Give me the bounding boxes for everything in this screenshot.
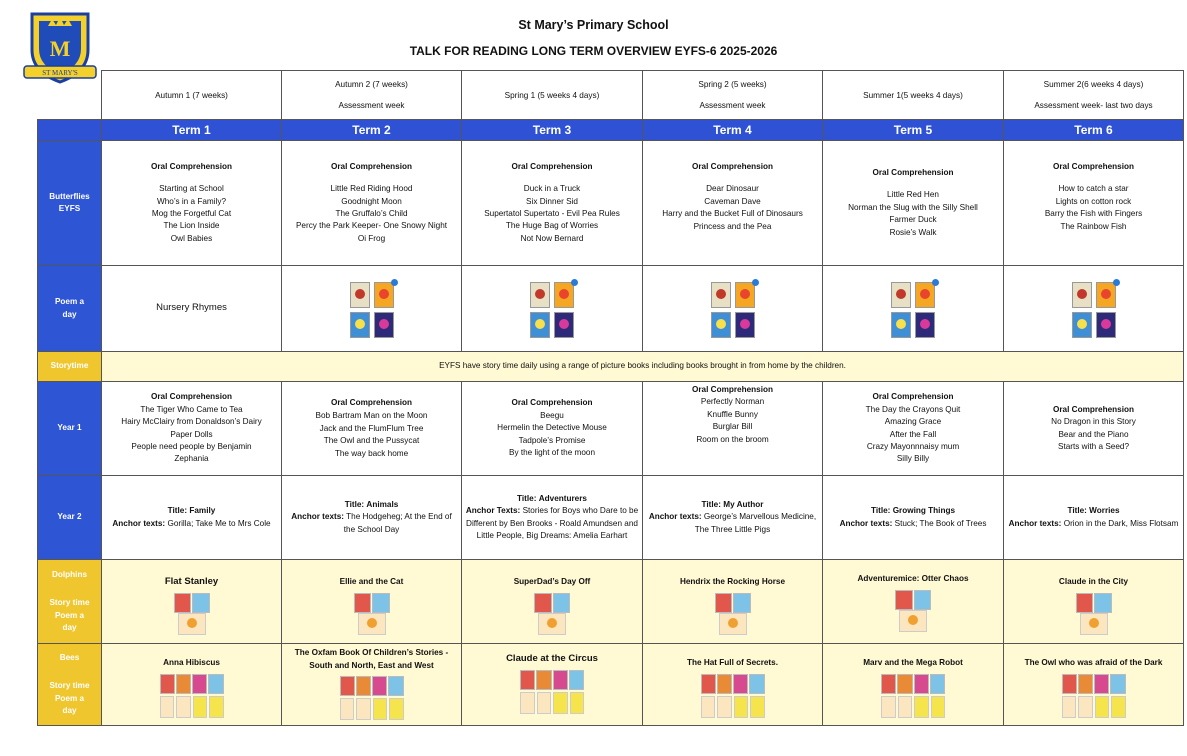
term-header: Term 1: [102, 120, 282, 141]
period-cell: Autumn 2 (7 weeks) Assessment week: [282, 71, 462, 120]
period-cell: Summer 2(6 weeks 4 days) Assessment week- last two days: [1004, 71, 1184, 120]
poem-books-image: [1072, 282, 1116, 338]
row-butterflies: [38, 141, 1184, 266]
book-cover-image: [715, 593, 751, 635]
butterflies-cell: Oral Comprehension Little Red Riding Hood Goodnight Moon The Gruffalo’s Child Percy the Park Keeper- One Snowy Night Oi Frog: [282, 141, 462, 266]
book-cover-image: [520, 670, 584, 714]
row-bees: [38, 644, 1184, 726]
year1-cell: Oral Comprehension No Dragon in this Story Bear and the Piano Starts with a Seed?: [1004, 382, 1184, 476]
bees-cell: The Owl who was afraid of the Dark: [1004, 644, 1184, 726]
poem-cell: [823, 266, 1004, 352]
row-poem: [38, 266, 1184, 352]
bees-cell: Claude at the Circus: [462, 644, 643, 726]
book-cover-image: [881, 674, 945, 718]
row-year1: [38, 382, 1184, 476]
book-cover-image: [1076, 593, 1112, 635]
corner-cell: [38, 71, 102, 120]
poem-cell: [462, 266, 643, 352]
row-label-dolphins: Dolphins Story time Poem a day: [38, 560, 102, 644]
document-title: TALK FOR READING LONG TERM OVERVIEW EYFS-6 2025-2026: [409, 44, 778, 58]
book-cover-image: [1062, 674, 1126, 718]
period-cell: Spring 2 (5 weeks) Assessment week: [643, 71, 823, 120]
row-storytime: [38, 352, 1184, 382]
bees-cell: The Oxfam Book Of Children’s Stories - South and North, East and West: [282, 644, 462, 726]
svg-text:ST MARY'S: ST MARY'S: [42, 69, 78, 77]
period-cell: Summer 1(5 weeks 4 days): [823, 71, 1004, 120]
year2-cell: Title: Animals Anchor texts: The Hodgeheg; At the End of the School Day: [282, 476, 462, 560]
svg-text:M: M: [49, 36, 71, 61]
dolphins-cell: Hendrix the Rocking Horse: [643, 560, 823, 644]
row-label-year2: Year 2: [38, 476, 102, 560]
butterflies-cell: Oral Comprehension Dear Dinosaur Caveman Dave Harry and the Bucket Full of Dinosaurs Princess and the Pea: [643, 141, 823, 266]
period-cell: Autumn 1 (7 weeks): [102, 71, 282, 120]
book-cover-image: [174, 593, 210, 635]
dolphins-cell: SuperDad’s Day Off: [462, 560, 643, 644]
term-header: Term 2: [282, 120, 462, 141]
bees-cell: Anna Hibiscus: [102, 644, 282, 726]
dolphins-cell: Flat Stanley: [102, 560, 282, 644]
year1-cell: Oral Comprehension The Tiger Who Came to Tea Hairy McClairy from Donaldson’s Dairy Paper Dolls People need people by Benjamin Zephania: [102, 382, 282, 476]
year1-cell: Oral Comprehension Beegu Hermelin the Detective Mouse Tadpole’s Promise By the light of the moon: [462, 382, 643, 476]
row-label-butterflies: Butterflies EYFS: [38, 141, 102, 266]
year2-cell: Title: Worries Anchor texts: Orion in the Dark, Miss Flotsam: [1004, 476, 1184, 560]
row-year2: [38, 476, 1184, 560]
poem-cell: [643, 266, 823, 352]
year1-cell: Oral Comprehension Bob Bartram Man on the Moon Jack and the FlumFlum Tree The Owl and the Pussycat The way back home: [282, 382, 462, 476]
butterflies-cell: Oral Comprehension Little Red Hen Norman the Slug with the Silly Shell Farmer Duck Rosie’s Walk: [823, 141, 1004, 266]
row-label-bees: Bees Story time Poem a day: [38, 644, 102, 726]
terms-row: [38, 120, 1184, 141]
term-corner: [38, 120, 102, 141]
periods-row: [38, 71, 1184, 120]
term-header: Term 4: [643, 120, 823, 141]
year2-cell: Title: My Author Anchor texts: George’s Marvellous Medicine, The Three Little Pigs: [643, 476, 823, 560]
term-header: Term 3: [462, 120, 643, 141]
butterflies-cell: Oral Comprehension Starting at School Who’s in a Family? Mog the Forgetful Cat The Lion Inside Owl Babies: [102, 141, 282, 266]
period-cell: Spring 1 (5 weeks 4 days): [462, 71, 643, 120]
poem-cell: [1004, 266, 1184, 352]
year1-cell: Oral Comprehension The Day the Crayons Quit Amazing Grace After the Fall Crazy Mayonnnaisy mum Silly Billy: [823, 382, 1004, 476]
poem-books-image: [350, 282, 394, 338]
row-dolphins: [38, 560, 1184, 644]
dolphins-cell: Ellie and the Cat: [282, 560, 462, 644]
poem-cell-text: Nursery Rhymes: [102, 266, 282, 352]
book-cover-image: [340, 676, 404, 720]
bees-cell: The Hat Full of Secrets.: [643, 644, 823, 726]
term-header: Term 5: [823, 120, 1004, 141]
year2-cell: Title: Family Anchor texts: Gorilla; Take Me to Mrs Cole: [102, 476, 282, 560]
book-cover-image: [160, 674, 224, 718]
term-header: Term 6: [1004, 120, 1184, 141]
book-cover-image: [895, 590, 931, 632]
dolphins-cell: Adventuremice: Otter Chaos: [823, 560, 1004, 644]
book-cover-image: [701, 674, 765, 718]
butterflies-cell: Oral Comprehension How to catch a star Lights on cotton rock Barry the Fish with Fingers The Rainbow Fish: [1004, 141, 1184, 266]
row-label-storytime: Storytime: [38, 352, 102, 382]
poem-books-image: [891, 282, 935, 338]
row-label-poem: Poem a day: [38, 266, 102, 352]
dolphins-cell: Claude in the City: [1004, 560, 1184, 644]
poem-books-image: [530, 282, 574, 338]
poem-cell: [282, 266, 462, 352]
year2-cell: Title: Growing Things Anchor texts: Stuck; The Book of Trees: [823, 476, 1004, 560]
bees-cell: Marv and the Mega Robot: [823, 644, 1004, 726]
butterflies-cell: Oral Comprehension Duck in a Truck Six Dinner Sid Supertatol Supertato - Evil Pea Rules The Huge Bag of Worries Not Now Bernard: [462, 141, 643, 266]
year1-cell: Oral Comprehension Perfectly Norman Knuffle Bunny Burglar Bill Room on the broom: [643, 382, 823, 476]
row-label-year1: Year 1: [38, 382, 102, 476]
overview-table: [37, 70, 1184, 726]
school-name: St Mary’s Primary School: [518, 18, 669, 32]
storytime-text: EYFS have story time daily using a range of picture books including books brought in from home by the children.: [102, 352, 1184, 382]
poem-books-image: [711, 282, 755, 338]
year2-cell: Title: Adventurers Anchor Texts: Stories for Boys who Dare to be Different by Ben Brooks - Roald Amundsen and Little People, Big Dreams: Amelia Earhart: [462, 476, 643, 560]
book-cover-image: [534, 593, 570, 635]
book-cover-image: [354, 593, 390, 635]
